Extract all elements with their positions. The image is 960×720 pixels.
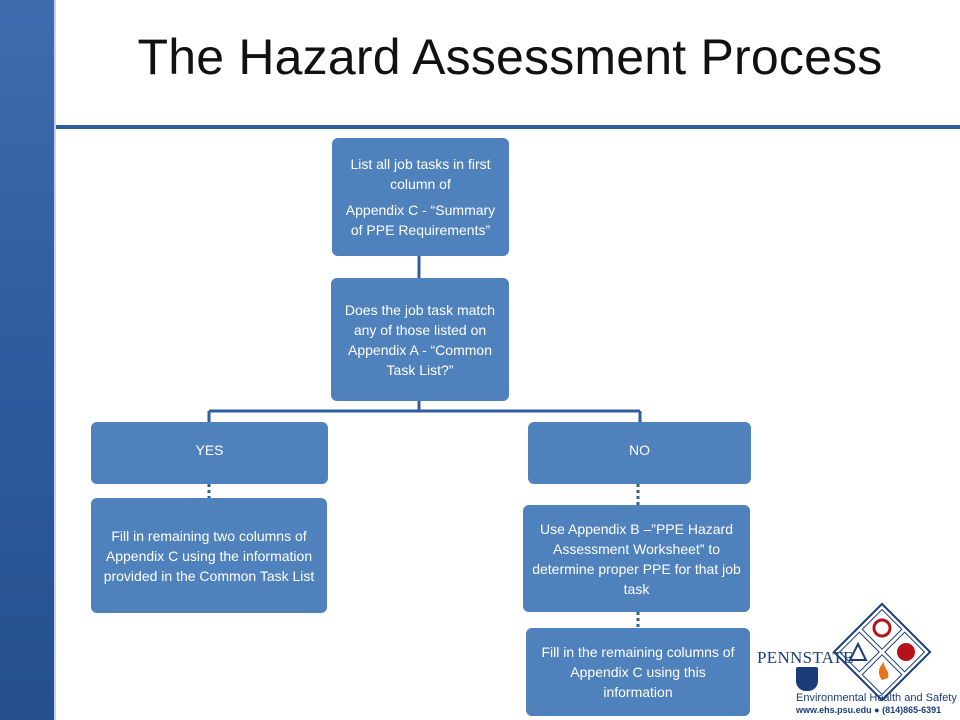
step-list-tasks — [332, 138, 509, 256]
no-action-text: Use Appendix B –”PPE Hazard Assessment Worksheet” to determine proper PPE for that job task — [532, 520, 741, 597]
no-action-final — [526, 628, 750, 716]
no-action-final-text: Fill in the remaining columns of Appendix C using this information — [541, 644, 735, 700]
ehs-logo — [752, 600, 960, 720]
step-match-question-text: Does the job task match any of those listed on Appendix A - “Common Task List?” — [344, 301, 496, 378]
ehs-department-name: Environmental Health and Safety — [796, 692, 957, 704]
step-match-question — [331, 278, 509, 401]
yes-action — [91, 498, 327, 613]
branch-no-label: NO — [629, 442, 650, 458]
yes-action-text: Fill in remaining two columns of Appendix C using the information provided in the Common Task List — [103, 527, 315, 584]
step-list-tasks-line1: List all job tasks in first column of — [350, 156, 491, 192]
pennstate-wordmark: PENNSTATE — [757, 648, 854, 667]
step-list-tasks-line2: Appendix C - “Summary of PPE Requirements” — [345, 202, 496, 238]
slide-title: The Hazard Assessment Process — [137, 29, 883, 85]
pennstate-shield-icon — [796, 667, 818, 691]
branch-yes-label: YES — [195, 442, 224, 458]
branch-no — [528, 422, 751, 484]
no-action — [523, 505, 750, 612]
branch-yes — [91, 422, 328, 484]
radiation-icon — [897, 643, 915, 661]
ehs-contact-info: www.ehs.psu.edu ● (814)865-6391 — [796, 705, 942, 715]
